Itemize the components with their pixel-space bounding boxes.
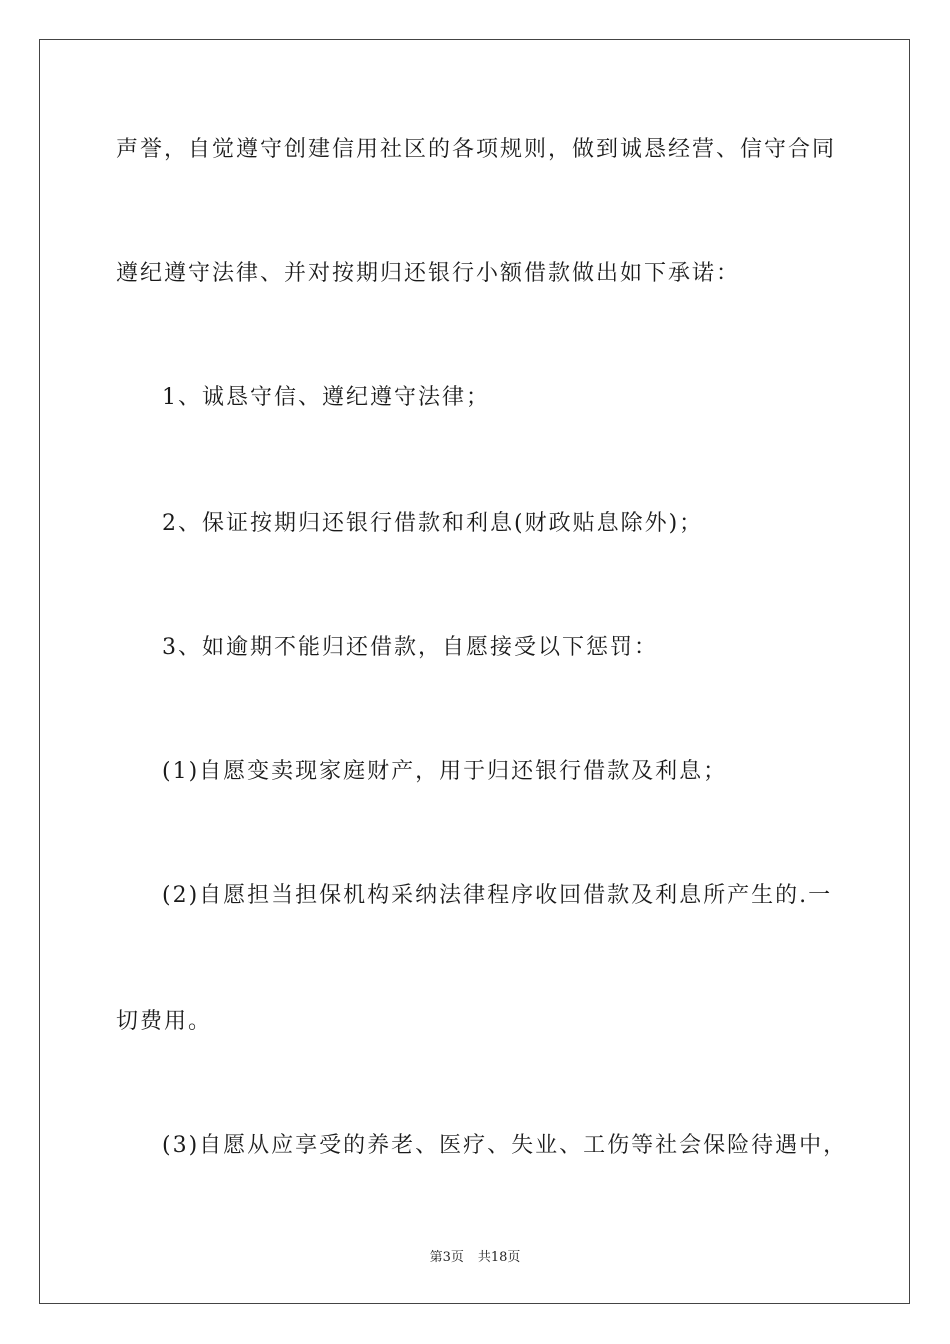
list-item-3: 3、如逾期不能归还借款，自愿接受以下惩罚： <box>162 635 658 660</box>
list-item-2: 2、保证按期归还银行借款和利息(财政贴息除外)； <box>162 511 704 536</box>
paragraph-line: 遵纪遵守法律、并对按期归还银行小额借款做出如下承诺： <box>116 261 741 286</box>
page-number: 第3页 <box>429 1250 464 1265</box>
sub-item-3: (3)自愿从应享受的养老、医疗、失业、工伤等社会保险待遇中， <box>162 1133 848 1158</box>
page-footer <box>0 1246 950 1265</box>
paragraph-line: 声誉，自觉遵守创建信用社区的各项规则，做到诚恳经营、信守合同 <box>116 137 837 162</box>
list-item-1: 1、诚恳守信、遵纪遵守法律； <box>162 385 490 410</box>
paragraph-line: 切费用。 <box>116 1009 213 1034</box>
page-total: 共18页 <box>477 1250 521 1265</box>
sub-item-1: (1)自愿变卖现家庭财产，用于归还银行借款及利息； <box>162 759 728 784</box>
page-border <box>39 39 910 1304</box>
sub-item-2: (2)自愿担当担保机构采纳法律程序收回借款及利息所产生的.一 <box>162 883 833 908</box>
